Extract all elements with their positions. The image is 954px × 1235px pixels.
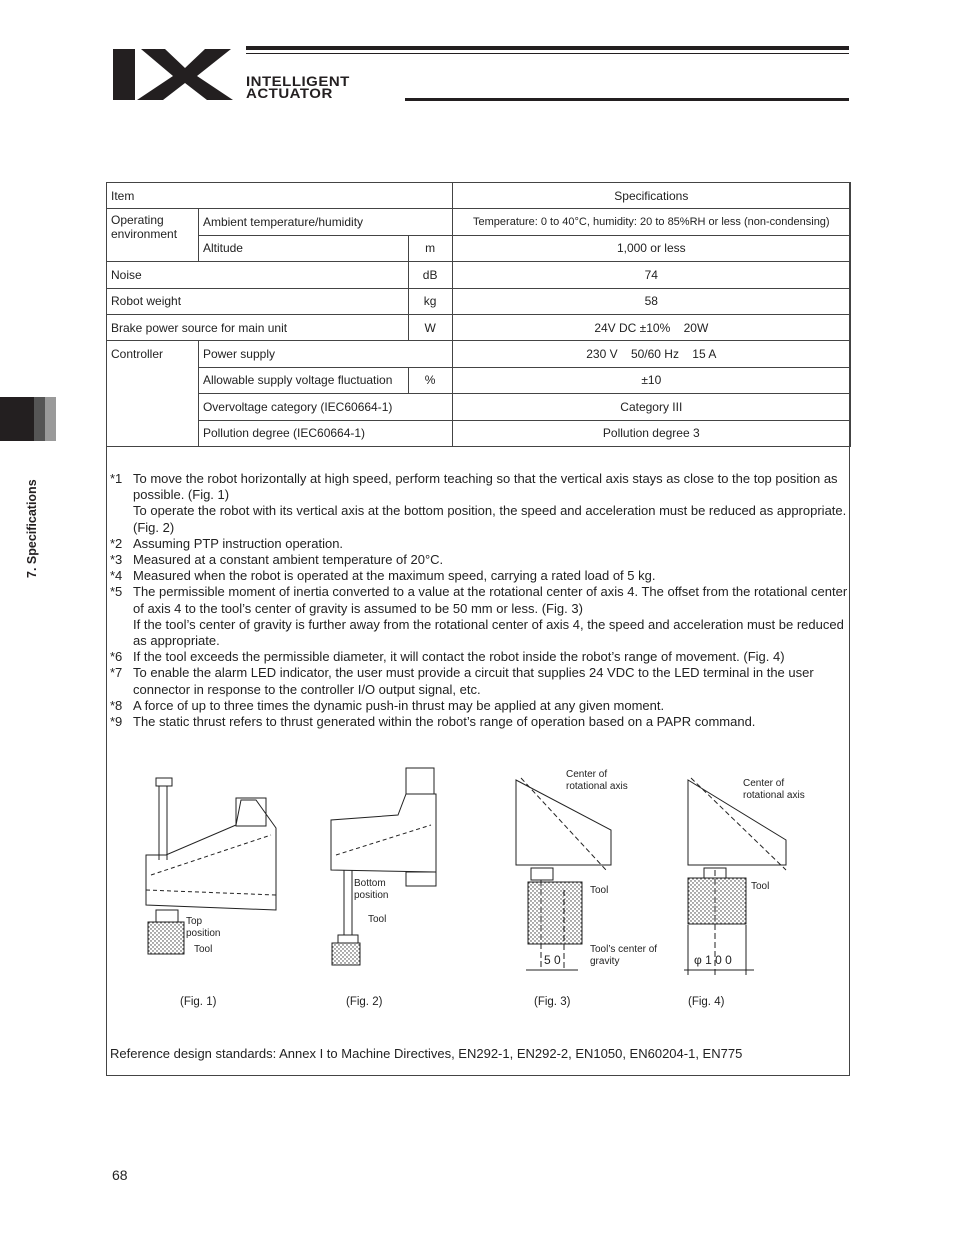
fig3-dim-50: 5 0 — [544, 953, 561, 967]
table-row — [107, 420, 851, 446]
altitude-unit: m — [408, 235, 452, 261]
noise-value: 74 — [452, 262, 850, 288]
ambient-value: Temperature: 0 to 40°C, humidity: 20 to 85%RH or less (non-condensing) — [452, 209, 850, 235]
brake-value: 24V DC ±10% 20W — [452, 314, 850, 340]
noise-unit: dB — [408, 262, 452, 288]
fig4-center-axis: Center of rotational axis — [743, 778, 805, 801]
table-row — [107, 367, 851, 393]
table-row — [107, 394, 851, 420]
figures-drawing — [106, 760, 850, 1020]
overvoltage-label: Overvoltage category (IEC60664-1) — [198, 394, 452, 420]
fig1-tool: Tool — [194, 944, 213, 955]
controller-label: Controller — [107, 341, 199, 447]
list-item: If the tool’s center of gravity is further away from the rotational center of axis 4, the speed and acceleration must be reduced as appropriate. — [133, 616, 844, 649]
notes-list — [110, 471, 850, 730]
list-item: *6 If the tool exceeds the permissible diameter, it will contact the robot inside the robot’s range of movement. (Fig. 4) — [110, 649, 785, 665]
header-rule-bottom — [405, 98, 849, 101]
table-row — [107, 262, 851, 288]
list-item: *3 Measured at a constant ambient temperature of 20°C. — [110, 552, 444, 568]
chapter-label: 7. Specifications — [25, 479, 39, 578]
altitude-label: Altitude — [198, 235, 408, 261]
overvoltage-value: Category III — [452, 394, 850, 420]
fluct-unit: % — [408, 367, 452, 393]
noise-label: Noise — [107, 262, 409, 288]
head-item: Item — [107, 183, 453, 209]
table-row — [107, 183, 851, 209]
list-item: *2 Assuming PTP instruction operation. — [110, 535, 344, 551]
fig4-robot — [684, 778, 786, 975]
fig2-bottom-position: Bottom position — [354, 878, 389, 901]
brake-unit: W — [408, 314, 452, 340]
ix-logo — [113, 46, 238, 102]
weight-unit: kg — [408, 288, 452, 314]
fig3-center-axis: Center of rotational axis — [566, 769, 628, 792]
fig3-label: (Fig. 3) — [534, 996, 571, 1008]
logo-subtitle: INTELLIGENT ACTUATOR — [246, 74, 350, 102]
figures-area — [106, 760, 850, 1020]
power-value: 230 V 50/60 Hz 15 A — [452, 341, 850, 367]
list-item: *4 Measured when the robot is operated at the maximum speed, carrying a rated load of 5 kg. — [110, 568, 656, 584]
fig2-robot — [331, 768, 436, 965]
fig2-label: (Fig. 2) — [346, 996, 383, 1008]
spec-table — [106, 182, 851, 447]
fig1-label: (Fig. 1) — [180, 996, 217, 1008]
fluct-label: Allowable supply voltage fluctuation — [198, 367, 408, 393]
header-rule-top — [246, 46, 849, 50]
fig4-dim-100: φ 1 0 0 — [694, 953, 732, 967]
chapter-tab — [0, 397, 56, 441]
list-item: *5 The permissible moment of inertia converted to a value at the rotational center of axis 4. The offset from the rotational center of axis 4 to the tool’s center of gravity is assumed to be 50 mm or less. (Fig. 3) — [110, 584, 848, 616]
fig3-tool: Tool — [590, 885, 609, 896]
fig2-tool: Tool — [368, 914, 387, 925]
brake-label: Brake power source for main unit — [107, 314, 409, 340]
table-row — [107, 209, 851, 235]
table-row — [107, 235, 851, 261]
pollution-label: Pollution degree (IEC60664-1) — [198, 420, 452, 446]
altitude-value: 1,000 or less — [452, 235, 850, 261]
table-row — [107, 341, 851, 367]
weight-value: 58 — [452, 288, 850, 314]
fig3-robot — [516, 778, 611, 970]
table-row — [107, 314, 851, 340]
operating-environment-label: Operating environment — [107, 209, 199, 262]
list-item: *7 To enable the alarm LED indicator, the user must provide a circuit that supplies 24 VDC to the LED terminal in the user connector in response to the controller I/O output signal, etc. — [110, 665, 814, 697]
list-item: *9 The static thrust refers to thrust generated within the robot’s range of operation based on a PAPR command. — [110, 714, 756, 730]
list-item: *1 To move the robot horizontally at high speed, perform teaching so that the vertical axis stays as close to the top position as possible. (Fig. 1) — [110, 471, 838, 503]
fluct-value: ±10 — [452, 367, 850, 393]
page-number: 68 — [112, 1167, 128, 1183]
fig3-tool-cog: Tool’s center of gravity — [590, 944, 658, 967]
table-row — [107, 288, 851, 314]
ambient-label: Ambient temperature/humidity — [198, 209, 452, 235]
head-spec: Specifications — [452, 183, 850, 209]
list-item: *8 A force of up to three times the dynamic push-in thrust may be applied at any given moment. — [110, 697, 665, 713]
fig1-top-position: Top position — [186, 916, 221, 939]
fig4-tool: Tool — [751, 881, 770, 892]
list-item: To operate the robot with its vertical axis at the bottom position, the speed and acceleration must be reduced as appropriate. (Fig. 2) — [133, 503, 847, 535]
header-rule-top-thin — [246, 53, 849, 54]
weight-label: Robot weight — [107, 288, 409, 314]
pollution-value: Pollution degree 3 — [452, 420, 850, 446]
reference-standards: Reference design standards: Annex I to Machine Directives, EN292-1, EN292-2, EN1050, EN60204-1, EN775 — [110, 1046, 743, 1061]
power-label: Power supply — [198, 341, 452, 367]
fig4-label: (Fig. 4) — [688, 996, 725, 1008]
